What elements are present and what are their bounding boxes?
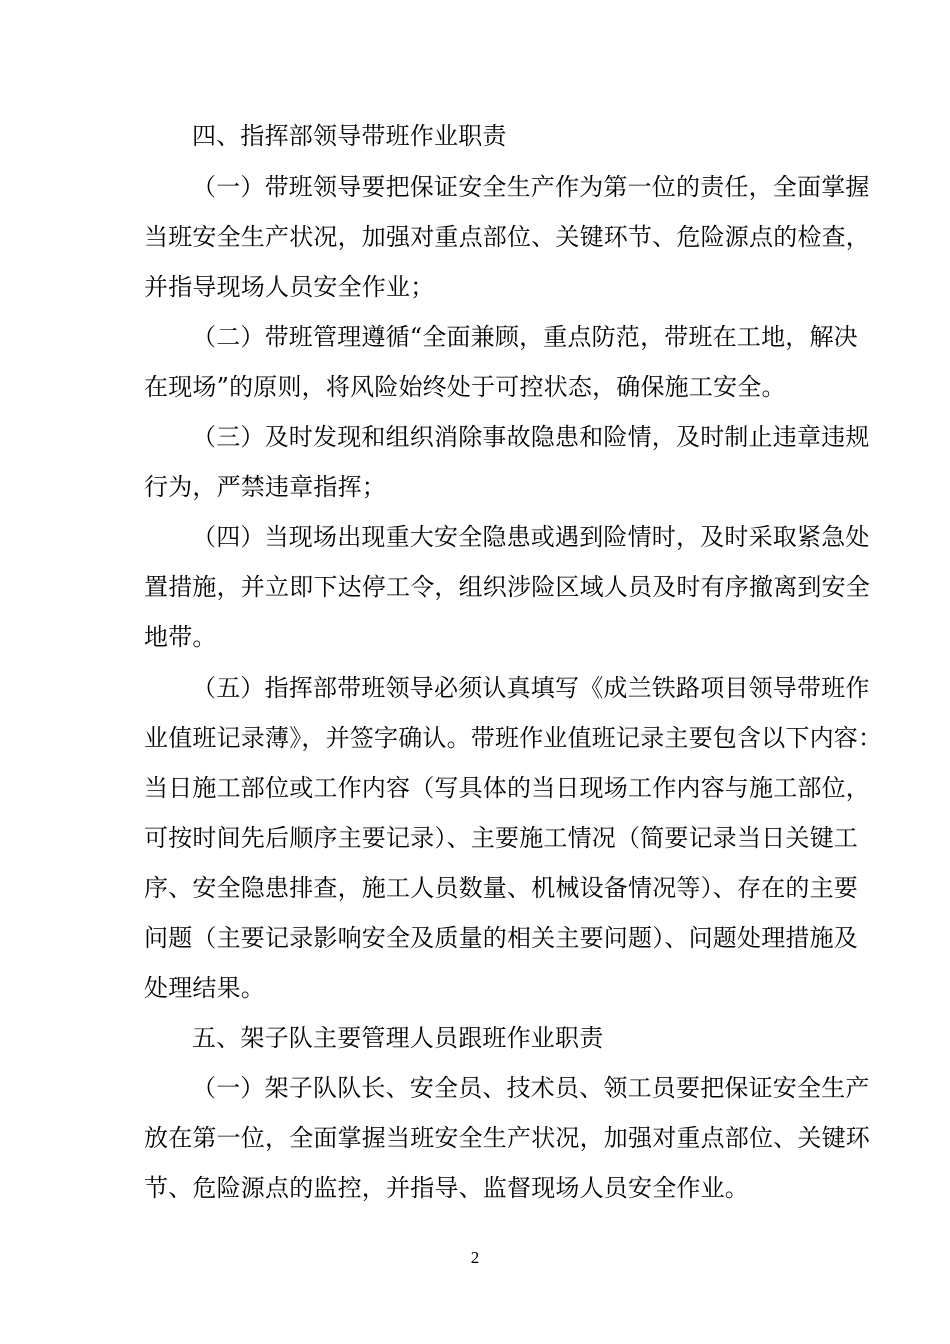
paragraph-4-2-line-2: 在现场”的原则，将风险始终处于可控状态，确保施工安全。 [144,373,786,401]
paragraph-4-1-line-1: （一）带班领导要把保证安全生产作为第一位的责任，全面掌握 [192,173,870,201]
paragraph-4-5-line-6: 问题（主要记录影响安全及质量的相关主要问题）、问题处理措施及 [144,924,858,952]
paragraph-5-1-line-3: 节、危险源点的监控，并指导、监督现场人员安全作业。 [144,1174,749,1202]
paragraph-4-4-line-3: 地带。 [144,623,217,651]
paragraph-4-4-line-2: 置措施，并立即下达停工令，组织涉险区域人员及时有序撤离到安全 [144,573,870,601]
paragraph-4-5-line-5: 序、安全隐患排查，施工人员数量、机械设备情况等）、存在的主要 [144,874,858,902]
paragraph-4-4-line-1: （四）当现场出现重大安全隐患或遇到险情时，及时采取紧急处 [192,523,870,551]
paragraph-4-1-line-3: 并指导现场人员安全作业； [144,273,435,301]
paragraph-4-1-line-2: 当班安全生产状况，加强对重点部位、关键环节、危险源点的检查， [144,223,870,251]
paragraph-5-1-line-2: 放在第一位，全面掌握当班安全生产状况，加强对重点部位、关键环 [144,1124,870,1152]
page-number: 2 [470,1248,480,1267]
paragraph-4-5-line-7: 处理结果。 [144,974,265,1002]
paragraph-4-3-line-1: （三）及时发现和组织消除事故隐患和险情，及时制止违章违规 [192,423,870,451]
paragraph-4-5-line-2: 业值班记录薄》，并签字确认。带班作业值班记录主要包含以下内容： [144,724,883,752]
paragraph-4-5-line-1: （五）指挥部带班领导必须认真填写《成兰铁路项目领导带班作 [192,674,870,702]
paragraph-4-5-line-3: 当日施工部位或工作内容（写具体的当日现场工作内容与施工部位， [144,774,870,802]
section-heading-4: 四、指挥部领导带班作业职责 [192,122,507,150]
paragraph-5-1-line-1: （一）架子队队长、安全员、技术员、领工员要把保证安全生产 [192,1074,870,1102]
section-heading-5: 五、架子队主要管理人员跟班作业职责 [192,1024,604,1052]
paragraph-4-3-line-2: 行为，严禁违章指挥； [144,473,386,501]
paragraph-4-2-line-1: （二）带班管理遵循“全面兼顾，重点防范，带班在工地，解决 [192,323,858,351]
paragraph-4-5-line-4: 可按时间先后顺序主要记录）、主要施工情况（简要记录当日关键工 [144,824,858,852]
